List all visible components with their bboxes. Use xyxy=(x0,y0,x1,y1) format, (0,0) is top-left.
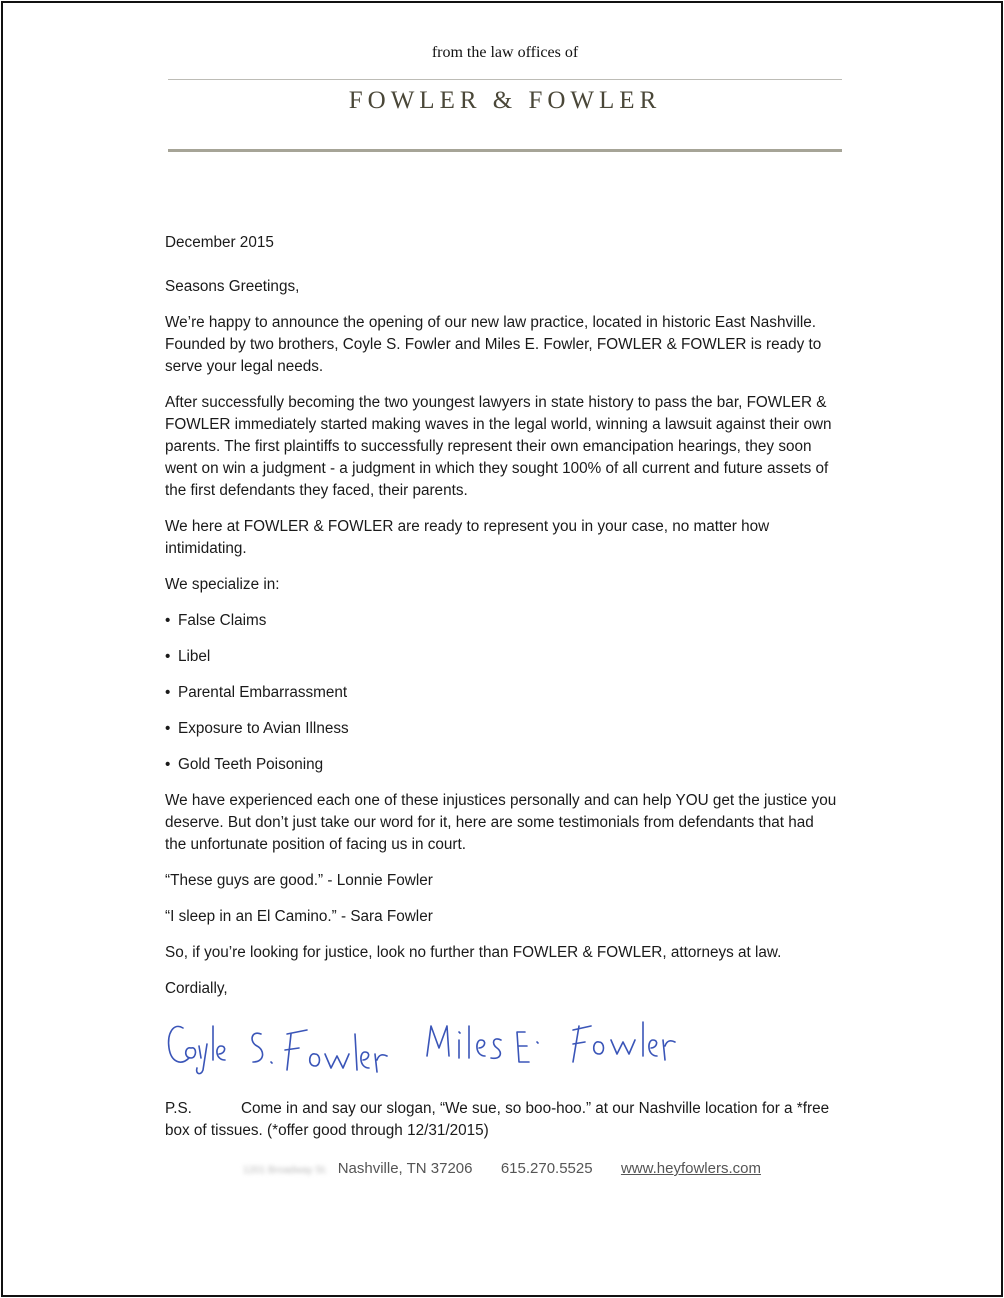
ps-label: P.S. xyxy=(165,1100,192,1117)
specialty-label: Gold Teeth Poisoning xyxy=(178,756,324,773)
bullet-glyph: • xyxy=(165,612,171,629)
footer-contact xyxy=(165,1160,839,1177)
specialty-item xyxy=(165,682,839,704)
signatures xyxy=(165,1012,839,1082)
paragraph-intro: We’re happy to announce the opening of our new law practice, located in historic East Nashville. Founded by two brothers, Coyle S. Fowler and Miles E. Fowler, FOWLER & FOWLER is ready to serve your legal needs. xyxy=(165,314,822,375)
ps-text: Come in and say our slogan, “We sue, so boo-hoo.” at our Nashville location for a *free box of tissues. (*offer good through 12/31/2015) xyxy=(165,1100,830,1139)
signature-miles xyxy=(427,1022,675,1062)
testimonial-quote: “I sleep in an El Camino.” - Sara Fowler xyxy=(165,908,433,925)
bullet-glyph: • xyxy=(165,756,171,773)
specialty-item xyxy=(165,646,839,668)
footer-phone: 615.270.5525 xyxy=(500,1160,593,1177)
specialty-label: Libel xyxy=(178,648,211,665)
specialty-label: Exposure to Avian Illness xyxy=(178,720,349,737)
handwritten-signatures xyxy=(165,1012,839,1082)
footer-website-link[interactable]: www.heyfowlers.com xyxy=(620,1160,761,1177)
paragraph-history: After successfully becoming the two youngest lawyers in state history to pass the bar, FOWLER & FOWLER immediately started making waves in the legal world, winning a lawsuit against their own parents. The first plaintiffs to successfully represent their own emancipation hearings, they soon went on win a judgment - a judgment in which they sought 100% of all current and future assets of the first defendants they faced, their parents. xyxy=(165,394,832,499)
letter-body xyxy=(165,0,839,1000)
signoff: Cordially, xyxy=(165,980,228,997)
closing-line: So, if you’re looking for justice, look no further than FOWLER & FOWLER, attorneys at law. xyxy=(165,944,782,961)
bullet-glyph: • xyxy=(165,684,171,701)
greeting: Seasons Greetings, xyxy=(165,278,300,295)
specialty-item xyxy=(165,610,839,632)
testimonial-intro: We have experienced each one of these injustices personally and can help YOU get the justice you deserve. But don’t just take our word for it, here are some testimonials from defendants that had the unfortunate position of facing us in court. xyxy=(165,792,837,853)
body-text xyxy=(165,232,839,1014)
footer-city: Nashville, TN 37206 xyxy=(337,1160,473,1177)
firm-name: FOWLER & FOWLER xyxy=(348,87,662,114)
specialty-label: Parental Embarrassment xyxy=(178,684,348,701)
testimonial-quote: “These guys are good.” - Lonnie Fowler xyxy=(165,872,433,889)
specialize-intro: We specialize in: xyxy=(165,576,280,593)
paragraph-ready: We here at FOWLER & FOWLER are ready to represent you in your case, no matter how intimidating. xyxy=(165,518,770,557)
bullet-glyph: • xyxy=(165,720,171,737)
signature-coyle xyxy=(169,1026,387,1074)
specialty-item xyxy=(165,754,839,776)
footer-street-redacted: 1201 Broadway St. xyxy=(243,1165,328,1176)
header-kicker: from the law offices of xyxy=(431,44,579,61)
specialty-label: False Claims xyxy=(178,612,267,629)
letter-date: December 2015 xyxy=(165,234,274,251)
specialty-item xyxy=(165,718,839,740)
postscript xyxy=(165,1098,839,1142)
bullet-glyph: • xyxy=(165,648,171,665)
